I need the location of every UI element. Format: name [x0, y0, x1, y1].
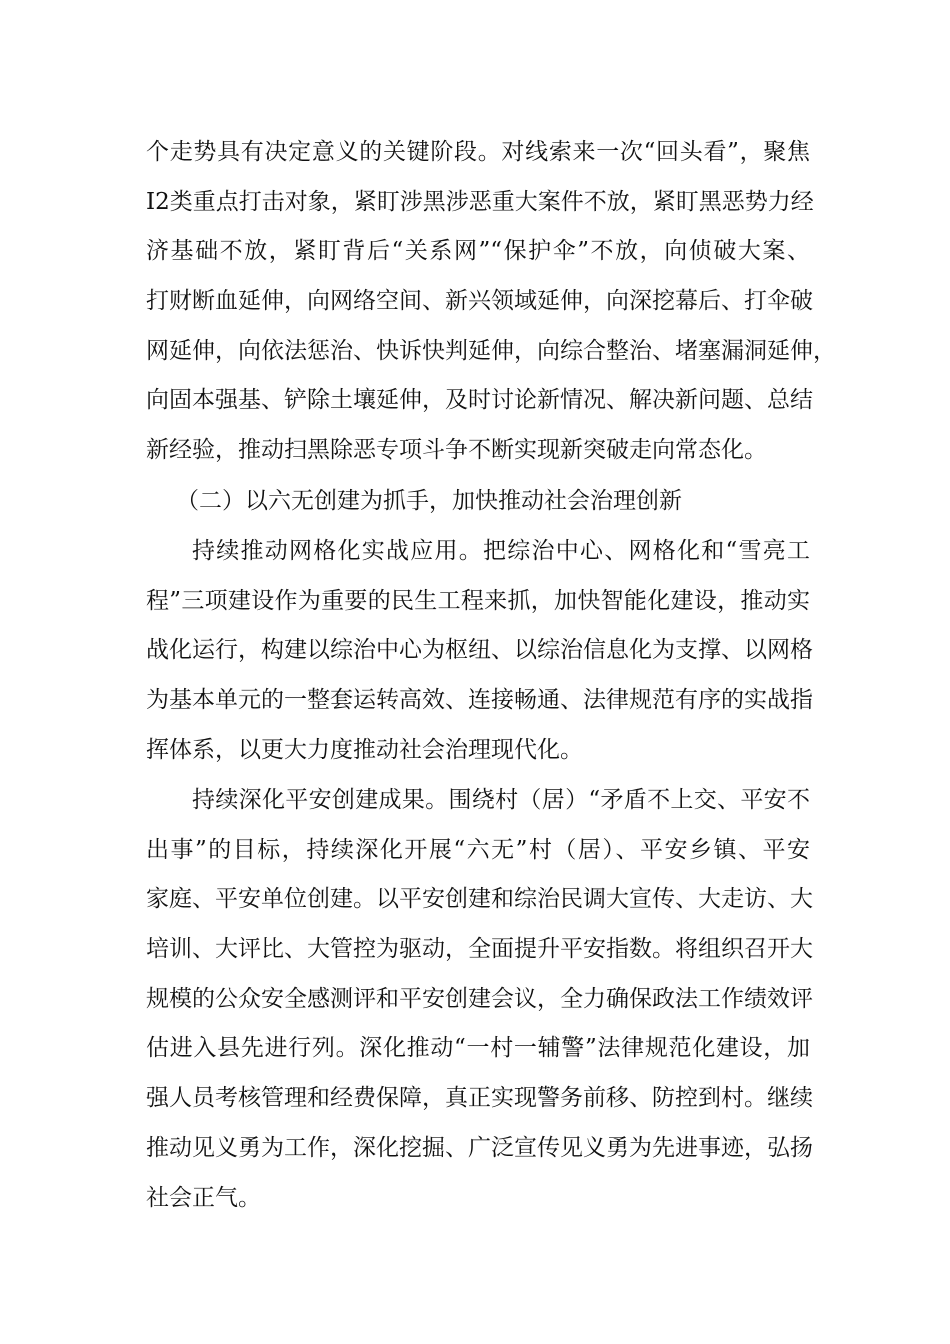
- paragraph-line: 估进入县先进行列。深化推动“一村一辅警”法律规范化建设，加: [146, 1035, 810, 1062]
- paragraph-line: 挥体系，以更大力度推动社会治理现代化。: [146, 736, 583, 763]
- paragraph-line: 持续深化平安创建成果。围绕村（居）“矛盾不上交、平安不: [192, 787, 810, 813]
- paragraph-line: 个走势具有决定意义的关键阶段。对线索来一次“回头看”，聚焦: [146, 139, 810, 165]
- paragraph-line: 战化运行，构建以综治中心为枢纽、以综治信息化为支撑、以网格: [146, 637, 813, 664]
- paragraph-1: [146, 128, 836, 476]
- paragraph-line: 推动见义勇为工作，深化挖掘、广泛宣传见义勇为先进事迹，弘扬: [146, 1134, 813, 1161]
- paragraph-line: 家庭、平安单位创建。以平安创建和综治民调大宣传、大走访、大: [146, 886, 813, 913]
- paragraph-line: 向固本强基、铲除土壤延伸，及时讨论新情况、解决新问题、总结: [146, 387, 813, 414]
- paragraph-line: 程”三项建设作为重要的民生工程来抓，加快智能化建设，推动实: [146, 587, 810, 614]
- paragraph-3: [146, 776, 813, 1223]
- paragraph-line: I2类重点打击对象，紧盯涉黑涉恶重大案件不放，紧盯黑恶势力经: [146, 188, 814, 215]
- paragraph-line: 社会正气。: [146, 1184, 261, 1211]
- paragraph-2: [146, 527, 813, 775]
- section-heading-block: [146, 477, 810, 527]
- paragraph-line: 出事”的目标，持续深化开展“六无”村（居）、平安乡镇、平安: [146, 836, 810, 863]
- paragraph-line: 新经验，推动扫黑除恶专项斗争不断实现新突破走向常态化。: [146, 437, 767, 464]
- paragraph-line: 为基本单元的一整套运转高效、连接畅通、法律规范有序的实战指: [146, 687, 813, 714]
- section-heading: （二）以六无创建为抓手，加快推动社会治理创新: [176, 488, 682, 514]
- paragraph-line: 网延伸，向依法惩治、快诉快判延伸，向综合整治、堵塞漏洞延伸，: [146, 337, 836, 364]
- paragraph-line: 规模的公众安全感测评和平安创建会议，全力确保政法工作绩效评: [146, 985, 813, 1012]
- paragraph-line: 强人员考核管理和经费保障，真正实现警务前移、防控到村。继续: [146, 1085, 813, 1112]
- paragraph-line: 济基础不放，紧盯背后“关系网”“保护伞”不放，向侦破大案、: [146, 238, 810, 265]
- paragraph-line: 持续推动网格化实战应用。把综治中心、网格化和“雪亮工: [192, 538, 810, 564]
- paragraph-line: 培训、大评比、大管控为驱动，全面提升平安指数。将组织召开大: [146, 936, 813, 963]
- paragraph-line: 打财断血延伸，向网络空间、新兴领域延伸，向深挖幕后、打伞破: [146, 288, 813, 315]
